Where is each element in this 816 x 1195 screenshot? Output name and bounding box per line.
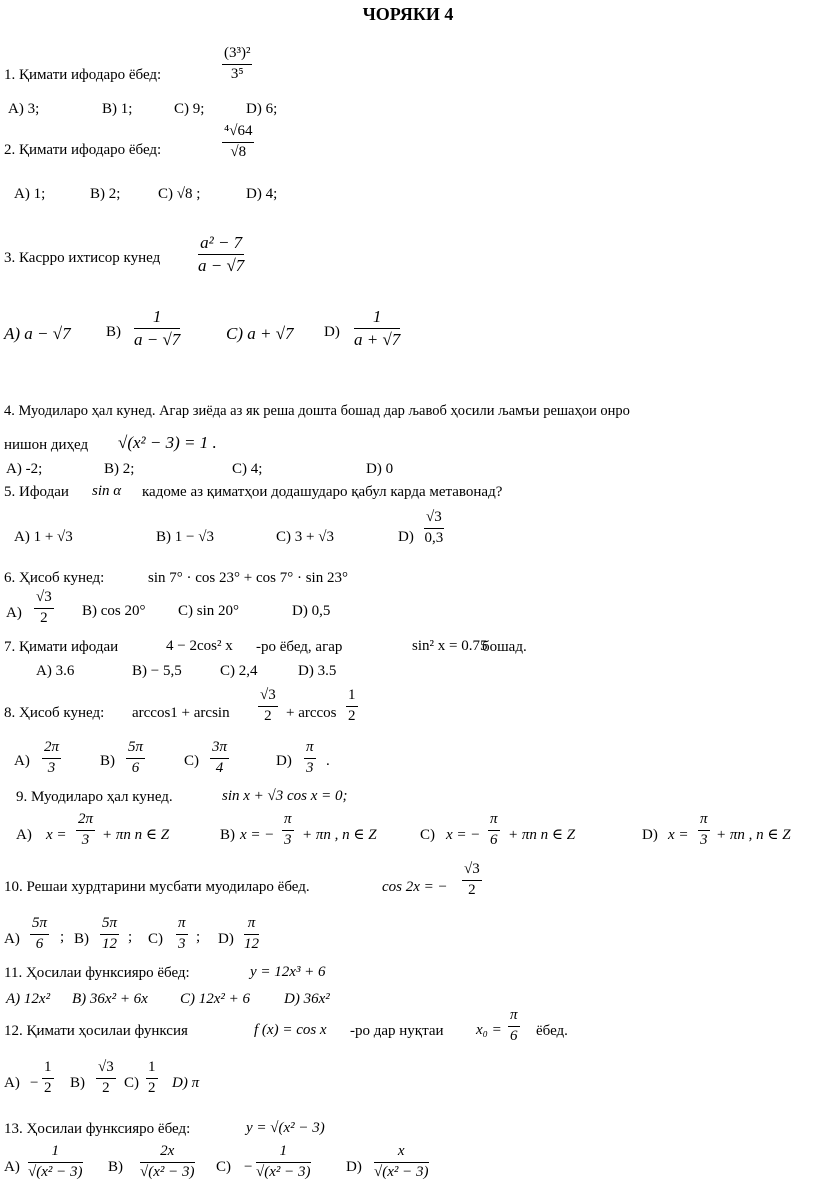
question-12-option-a: $\frac{1}{2}$ [44, 1059, 52, 1096]
question-3-text: 3. Касрро ихтисор кунед [4, 250, 161, 266]
question-3-option-d: $\frac{1}{a + √7}$ [354, 307, 401, 349]
page-title: ЧОРЯКИ 4 [362, 4, 454, 24]
question-11-expr: y = 12x³ + 6 [250, 964, 326, 980]
question-9-option-b-frac: $\frac{\pi}{3}$ [284, 811, 292, 848]
question-2-option-a: A) 1; [14, 186, 46, 202]
question-8-option-a-label: A) [14, 753, 30, 769]
question-8-option-d: $\frac{\pi}{3}$ [306, 739, 314, 776]
question-4-option-d: D) 0 [366, 461, 394, 477]
question-5-text-cont: кадоме аз қиматҳои додашударо қабул карда метавонад? [142, 484, 503, 500]
question-10-text: 10. Решаи хурдтарини мусбати муодиларо ёбед. [4, 879, 310, 895]
question-8-option-c: $\frac{3\pi}{4}$ [212, 739, 228, 776]
question-10-fraction: $\frac{√3}{2}$ [464, 861, 480, 898]
question-9-option-d-label: D) [642, 827, 658, 843]
question-4-option-b: B) 2; [104, 461, 135, 477]
question-13-option-d: $\frac{x}{\text{√(x² − 3)}}$ [374, 1143, 429, 1180]
question-6-option-c: C) sin 20° [178, 603, 240, 619]
question-5-expr: sin α [92, 483, 122, 499]
question-4-equation: √(x² − 3) = 1 . [118, 433, 217, 452]
question-6-expr: sin 7° · cos 23° + cos 7° · sin 23° [148, 570, 348, 586]
question-9-option-c-post: + πn n ∈ Z [508, 827, 576, 843]
question-5-option-c: C) 3 + √3 [276, 529, 334, 545]
question-8-option-d-label: D) [276, 753, 292, 769]
question-10-option-c-label: C) [148, 931, 163, 947]
question-2-fraction: $\frac{\text{⁴√64}}{√8}$ [224, 123, 253, 160]
question-9-option-a-post: + πn n ∈ Z [102, 827, 170, 843]
question-7-condition: sin² x = 0.75 [412, 638, 488, 654]
question-12-point-frac: $\frac{\pi}{6}$ [510, 1007, 518, 1044]
question-11-option-b: B) 36x² + 6x [72, 991, 148, 1007]
question-3-option-c: C) a + √7 [226, 324, 294, 343]
question-9-option-d-pre: x = [668, 827, 689, 843]
question-8-option-b: $\frac{5\pi}{6}$ [128, 739, 144, 776]
question-13-option-c-label: C) [216, 1159, 231, 1175]
question-12-option-a-label: A) [4, 1075, 20, 1091]
question-12-option-d: D) π [172, 1075, 200, 1091]
question-3-option-a: A) a − √7 [4, 324, 71, 343]
question-10-option-b-label: B) [74, 931, 89, 947]
question-8-option-d-tail: . [326, 753, 330, 769]
question-12-text: 12. Қимати ҳосилаи функсия [4, 1023, 188, 1039]
question-3-option-b: $\frac{1}{a - √7}$ [134, 307, 181, 349]
question-6-option-b: B) cos 20° [82, 603, 146, 619]
question-4-text: 4. Муодиларо ҳал кунед. Агар зиёда аз як реша дошта бошад дар љавоб ҳосили љамъи решаҳои онро [4, 403, 630, 419]
question-9-option-a-pre: x = [46, 827, 67, 843]
question-1-text: 1. Қимати ифодаро ёбед: [4, 67, 162, 83]
question-5-option-d: $\frac{√3}{0,3}$ [424, 509, 444, 546]
question-8-fraction-2: $\frac{1}{2}$ [348, 687, 356, 724]
question-13-option-a: $\frac{1}{\text{√(x² − 3)}}$ [28, 1143, 83, 1180]
question-10-option-b: $\frac{5\pi}{12}$ [102, 915, 118, 952]
question-13-option-b-label: B) [108, 1159, 123, 1175]
question-13-option-c: $\frac{1}{\text{√(x² − 3)}}$ [256, 1143, 311, 1180]
question-12-expr: f (x) = cos x [254, 1022, 327, 1038]
question-6-option-a-label: A) [6, 605, 22, 621]
question-9-option-c-pre: x = − [446, 827, 481, 843]
question-7-text-cont: -ро ёбед, агар [256, 639, 343, 655]
question-8-fraction-1: $\frac{√3}{2}$ [260, 687, 276, 724]
question-12-option-b-label: B) [70, 1075, 85, 1091]
question-9-text: 9. Муодиларо ҳал кунед. [16, 789, 173, 805]
question-13-option-b: $\frac{2x}{\text{√(x² − 3)}}$ [140, 1143, 195, 1180]
question-3-fraction: $\frac{\text{a² − 7}}{a - √7}$ [198, 233, 245, 275]
question-7-option-d: D) 3.5 [298, 663, 337, 679]
question-13-option-d-label: D) [346, 1159, 362, 1175]
question-12-text-cont: -ро дар нуқтаи [350, 1023, 444, 1039]
question-11-text: 11. Ҳосилаи функсияро ёбед: [4, 965, 190, 981]
question-3-option-b-label: B) [106, 324, 121, 340]
question-2-option-d: D) 4; [246, 186, 278, 202]
question-10-option-a: $\frac{5\pi}{6}$ [32, 915, 48, 952]
question-10-sep-a: ; [60, 929, 65, 945]
question-10-option-d: $\frac{\pi}{12}$ [244, 915, 259, 952]
question-9-option-a-frac: $\frac{2\pi}{3}$ [78, 811, 94, 848]
question-13-option-c-sign: − [244, 1159, 253, 1175]
question-2-option-c: C) √8 ; [158, 186, 201, 202]
question-10-expr: cos 2x = − [382, 879, 448, 895]
question-5-text: 5. Ифодаи [4, 484, 69, 500]
question-12-option-c: $\frac{1}{2}$ [148, 1059, 156, 1096]
question-2-option-b: B) 2; [90, 186, 121, 202]
question-13-expr: y = √(x² − 3) [246, 1120, 325, 1136]
question-1-option-b: B) 1; [102, 101, 133, 117]
question-9-option-c-frac: $\frac{\pi}{6}$ [490, 811, 498, 848]
question-9-option-b-label: B) [220, 827, 235, 843]
question-6-option-d: D) 0,5 [292, 603, 331, 619]
question-10-option-d-label: D) [218, 931, 234, 947]
question-2-text: 2. Қимати ифодаро ёбед: [4, 142, 162, 158]
question-1-option-d: D) 6; [246, 101, 278, 117]
question-9-option-d-post: + πn , n ∈ Z [716, 827, 791, 843]
question-9-option-b-pre: x = − [240, 827, 275, 843]
question-9-option-a-label: A) [16, 827, 32, 843]
question-5-option-b: B) 1 − √3 [156, 529, 214, 545]
question-6-option-a: $\frac{√3}{2}$ [36, 589, 52, 626]
question-4-text-cont: нишон диҳед [4, 437, 89, 453]
question-9-option-d-frac: $\frac{\pi}{3}$ [700, 811, 708, 848]
question-10-sep-c: ; [196, 929, 201, 945]
question-12-option-a-sign: − [30, 1075, 39, 1091]
question-11-option-d: D) 36x² [284, 991, 330, 1007]
question-13-text: 13. Ҳосилаи функсияро ёбед: [4, 1121, 191, 1137]
question-4-option-a: A) -2; [6, 461, 43, 477]
question-8-option-c-label: C) [184, 753, 199, 769]
question-11-option-c: C) 12x² + 6 [180, 991, 251, 1007]
question-8-expr-a: arccos1 + arcsin [132, 705, 230, 721]
question-1-option-a: A) 3; [8, 101, 40, 117]
question-3-option-d-label: D) [324, 324, 340, 340]
question-8-option-a: $\frac{2\pi}{3}$ [44, 739, 60, 776]
question-8-option-b-label: B) [100, 753, 115, 769]
question-9-option-b-post: + πn , n ∈ Z [302, 827, 377, 843]
question-8-expr-b: + arccos [286, 705, 337, 721]
question-9-option-c-label: C) [420, 827, 435, 843]
question-1-fraction: $\frac{\text{(3³)²}}{\text{3⁵}}$ [224, 45, 251, 82]
question-12-option-b: $\frac{√3}{2}$ [98, 1059, 114, 1096]
question-6-text: 6. Ҳисоб кунед: [4, 570, 105, 586]
question-13-option-a-label: A) [4, 1159, 20, 1175]
question-7-option-b: B) − 5,5 [132, 663, 182, 679]
question-9-expr: sin x + √3 cos x = 0; [222, 788, 348, 804]
question-12-option-c-label: C) [124, 1075, 139, 1091]
question-11-option-a: A) 12x² [6, 991, 51, 1007]
question-8-text: 8. Ҳисоб кунед: [4, 705, 105, 721]
question-10-option-c: $\frac{\pi}{3}$ [178, 915, 186, 952]
question-4-option-c: C) 4; [232, 461, 263, 477]
question-12-text-end: ёбед. [536, 1023, 568, 1039]
question-7-option-a: A) 3.6 [36, 663, 75, 679]
question-1-option-c: C) 9; [174, 101, 205, 117]
question-7-expr: 4 − 2cos² x [166, 638, 233, 654]
question-10-sep-b: ; [128, 929, 133, 945]
question-5-option-a: A) 1 + √3 [14, 529, 73, 545]
question-7-text-end: бошад. [482, 639, 527, 655]
question-10-option-a-label: A) [4, 931, 20, 947]
question-5-option-d-label: D) [398, 529, 414, 545]
question-7-text: 7. Қимати ифодаи [4, 639, 119, 655]
question-12-point: x₀ = [476, 1022, 502, 1038]
question-7-option-c: C) 2,4 [220, 663, 258, 679]
